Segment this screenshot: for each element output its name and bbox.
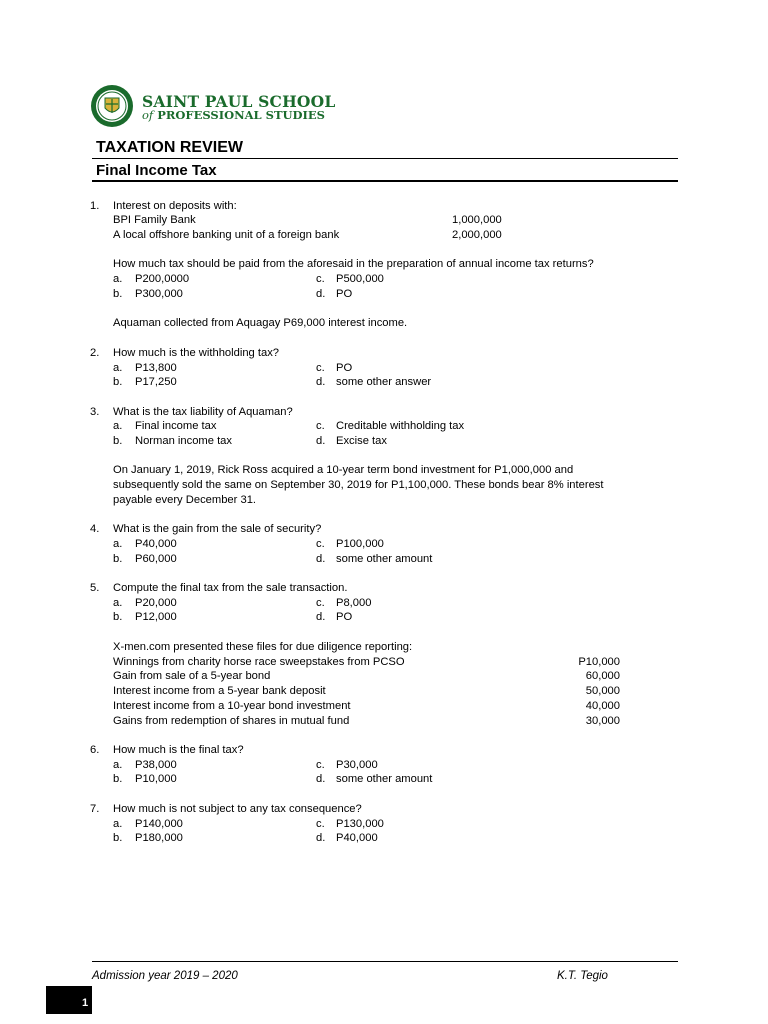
question-number: 2.	[90, 347, 100, 359]
question-text: How much tax should be paid from the aforesaid in the preparation of annual income tax returns?	[113, 258, 594, 270]
option-letter: c.	[316, 273, 325, 285]
item-amount: 30,000	[585, 715, 620, 727]
option-letter: b.	[113, 611, 123, 623]
option-letter: d.	[316, 611, 326, 623]
item-label: BPI Family Bank	[113, 214, 196, 226]
case-text: On January 1, 2019, Rick Ross acquired a 10-year term bond investment for P1,000,000 and	[113, 464, 574, 476]
option-d: PO	[336, 611, 353, 623]
page-subtitle: Final Income Tax	[96, 162, 217, 179]
page-title: TAXATION REVIEW	[96, 139, 243, 156]
option-letter: b.	[113, 288, 123, 300]
case-text: X-men.com presented these files for due diligence reporting:	[113, 641, 413, 653]
item-amount: 60,000	[585, 670, 620, 682]
option-letter: c.	[316, 538, 325, 550]
item-amount: 2,000,000	[452, 229, 502, 241]
option-letter: d.	[316, 435, 326, 447]
divider	[92, 158, 678, 159]
case-text: payable every December 31.	[113, 494, 257, 506]
option-letter: a.	[113, 273, 123, 285]
question-text: How much is the final tax?	[113, 744, 244, 756]
footer-admission-year: Admission year 2019 – 2020	[92, 970, 238, 982]
option-d: P40,000	[336, 832, 378, 844]
option-letter: c.	[316, 362, 325, 374]
question-text: What is the gain from the sale of security?	[113, 523, 322, 535]
option-a: P38,000	[135, 759, 177, 771]
option-a: P20,000	[135, 597, 177, 609]
option-letter: d.	[316, 553, 326, 565]
option-d: Excise tax	[336, 435, 387, 447]
school-name-line2: of PROFESSIONAL STUDIES	[142, 108, 325, 122]
question-text: How much is not subject to any tax consequence?	[113, 803, 362, 815]
option-letter: a.	[113, 597, 123, 609]
option-b: P60,000	[135, 553, 177, 565]
option-letter: c.	[316, 818, 325, 830]
option-letter: d.	[316, 376, 326, 388]
option-c: P500,000	[336, 273, 384, 285]
option-b: P12,000	[135, 611, 177, 623]
option-letter: b.	[113, 435, 123, 447]
question-number: 7.	[90, 803, 100, 815]
option-a: Final income tax	[135, 420, 217, 432]
question-text: What is the tax liability of Aquaman?	[113, 406, 293, 418]
option-d: PO	[336, 288, 353, 300]
option-c: PO	[336, 362, 353, 374]
footer-divider	[92, 961, 678, 962]
divider	[92, 180, 678, 182]
option-c: P130,000	[336, 818, 384, 830]
option-letter: d.	[316, 773, 326, 785]
option-letter: b.	[113, 376, 123, 388]
question-number: 1.	[90, 200, 100, 212]
option-d: some other amount	[336, 773, 433, 785]
question-text: How much is the withholding tax?	[113, 347, 280, 359]
option-c: P8,000	[336, 597, 372, 609]
option-letter: a.	[113, 538, 123, 550]
item-amount: P10,000	[578, 656, 620, 668]
option-b: P10,000	[135, 773, 177, 785]
option-letter: a.	[113, 420, 123, 432]
option-a: P200,0000	[135, 273, 190, 285]
option-letter: c.	[316, 420, 325, 432]
option-letter: a.	[113, 818, 123, 830]
option-b: P180,000	[135, 832, 183, 844]
item-label: Gains from redemption of shares in mutual fund	[113, 715, 350, 727]
option-b: P17,250	[135, 376, 177, 388]
school-logo	[90, 84, 336, 128]
school-seal-icon	[90, 84, 134, 128]
option-letter: a.	[113, 759, 123, 771]
option-letter: b.	[113, 773, 123, 785]
question-number: 4.	[90, 523, 100, 535]
school-name-line1: SAINT PAUL SCHOOL	[142, 92, 336, 111]
option-letter: b.	[113, 832, 123, 844]
item-amount: 40,000	[585, 700, 620, 712]
option-letter: a.	[113, 362, 123, 374]
option-c: Creditable withholding tax	[336, 420, 465, 432]
item-label: Interest income from a 10-year bond investment	[113, 700, 351, 712]
item-label: Winnings from charity horse race sweepstakes from PCSO	[113, 656, 405, 668]
page-number: 1	[82, 997, 89, 1009]
option-letter: c.	[316, 597, 325, 609]
option-c: P100,000	[336, 538, 384, 550]
option-a: P13,800	[135, 362, 177, 374]
option-letter: b.	[113, 553, 123, 565]
item-amount: 1,000,000	[452, 214, 502, 226]
option-d: some other amount	[336, 553, 433, 565]
item-label: Interest income from a 5-year bank deposit	[113, 685, 326, 697]
option-a: P140,000	[135, 818, 183, 830]
option-letter: d.	[316, 832, 326, 844]
item-label: Gain from sale of a 5-year bond	[113, 670, 271, 682]
option-c: P30,000	[336, 759, 378, 771]
question-text: Compute the final tax from the sale transaction.	[113, 582, 348, 594]
option-letter: d.	[316, 288, 326, 300]
question-number: 5.	[90, 582, 100, 594]
case-text: Aquaman collected from Aquagay P69,000 interest income.	[113, 317, 408, 329]
footer-author: K.T. Tegio	[557, 970, 608, 982]
question-number: 3.	[90, 406, 100, 418]
option-b: P300,000	[135, 288, 183, 300]
option-a: P40,000	[135, 538, 177, 550]
question-number: 6.	[90, 744, 100, 756]
option-b: Norman income tax	[135, 435, 232, 447]
item-label: A local offshore banking unit of a foreign bank	[113, 229, 340, 241]
question-intro: Interest on deposits with:	[113, 200, 237, 212]
item-amount: 50,000	[585, 685, 620, 697]
case-text: subsequently sold the same on September 30, 2019 for P1,100,000. These bonds bear 8% interest	[113, 479, 604, 491]
option-letter: c.	[316, 759, 325, 771]
option-d: some other answer	[336, 376, 432, 388]
